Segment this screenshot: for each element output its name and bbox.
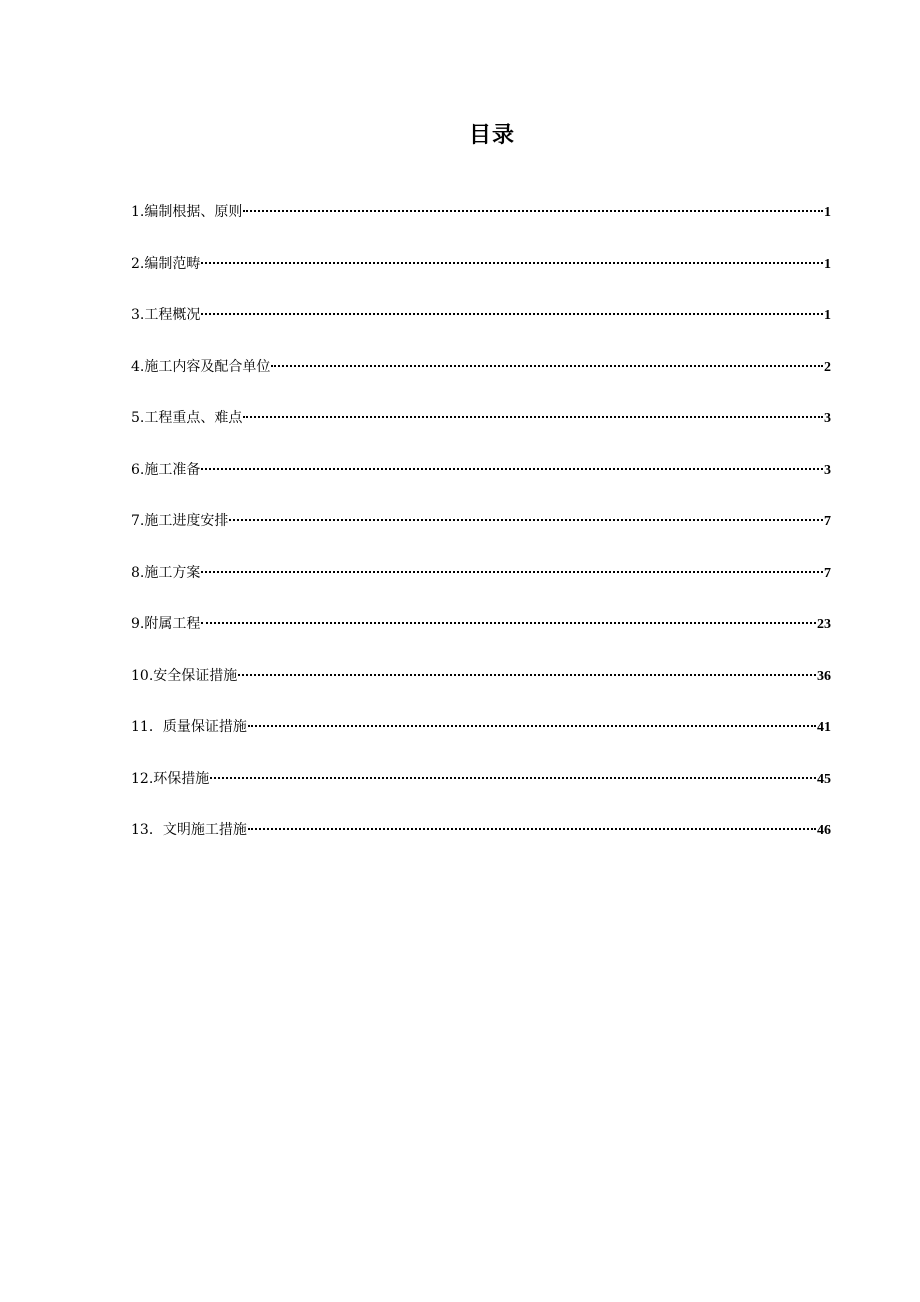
toc-entry-page: 23	[817, 617, 831, 632]
toc-entry-label: 11．质量保证措施	[131, 719, 247, 735]
toc-leader-dots	[201, 468, 823, 470]
toc-entry-label: 8.施工方案	[131, 564, 201, 581]
toc-entry-label: 1.编制根据、原则	[131, 204, 243, 220]
table-of-contents	[131, 202, 831, 872]
toc-entry-label: 10.安全保证措施	[131, 667, 238, 684]
toc-entry-page: 1	[824, 308, 831, 323]
toc-entry-label: 9.附属工程	[131, 616, 201, 632]
toc-entry[interactable]	[131, 202, 831, 254]
toc-leader-dots	[210, 777, 816, 779]
toc-entry-page: 1	[824, 205, 831, 220]
toc-leader-dots	[201, 262, 823, 264]
toc-entry-page: 1	[824, 256, 831, 272]
toc-entry[interactable]	[131, 254, 831, 306]
toc-leader-dots	[271, 365, 823, 367]
toc-leader-dots	[201, 571, 823, 573]
toc-leader-dots	[243, 210, 823, 212]
toc-entry[interactable]	[131, 717, 831, 769]
toc-leader-dots	[201, 622, 816, 624]
toc-entry[interactable]	[131, 460, 831, 512]
toc-leader-dots	[248, 725, 816, 727]
toc-entry[interactable]	[131, 357, 831, 409]
toc-leader-dots	[201, 313, 823, 315]
toc-leader-dots	[238, 674, 816, 676]
toc-title: 目录	[468, 122, 515, 148]
toc-entry-page: 46	[817, 823, 831, 838]
toc-leader-dots	[229, 519, 823, 521]
toc-entry-label: 5.工程重点、难点	[131, 410, 243, 426]
toc-entry[interactable]	[131, 820, 831, 872]
toc-entry-page: 2	[824, 359, 831, 375]
toc-entry-page: 7	[824, 514, 831, 529]
toc-entry[interactable]	[131, 614, 831, 666]
toc-entry[interactable]	[131, 666, 831, 718]
toc-entry[interactable]	[131, 305, 831, 357]
toc-entry[interactable]	[131, 408, 831, 460]
toc-entry[interactable]	[131, 769, 831, 821]
toc-leader-dots	[243, 416, 823, 418]
toc-entry[interactable]	[131, 511, 831, 563]
toc-entry-label: 7.施工进度安排	[131, 513, 229, 529]
toc-entry[interactable]	[131, 563, 831, 615]
toc-entry-page: 7	[824, 565, 831, 581]
toc-entry-page: 45	[817, 771, 831, 787]
toc-entry-label: 6.施工准备	[131, 461, 201, 478]
toc-entry-label: 3.工程概况	[131, 307, 201, 323]
toc-entry-label: 4.施工内容及配合单位	[131, 358, 271, 375]
toc-entry-page: 41	[817, 720, 831, 735]
toc-entry-label: 13．文明施工措施	[131, 822, 247, 838]
toc-entry-label: 2.编制范畴	[131, 255, 201, 272]
toc-entry-page: 3	[824, 462, 831, 478]
toc-entry-label: 12.环保措施	[131, 770, 210, 787]
toc-entry-page: 3	[824, 411, 831, 426]
toc-entry-page: 36	[817, 668, 831, 684]
toc-leader-dots	[248, 828, 816, 830]
